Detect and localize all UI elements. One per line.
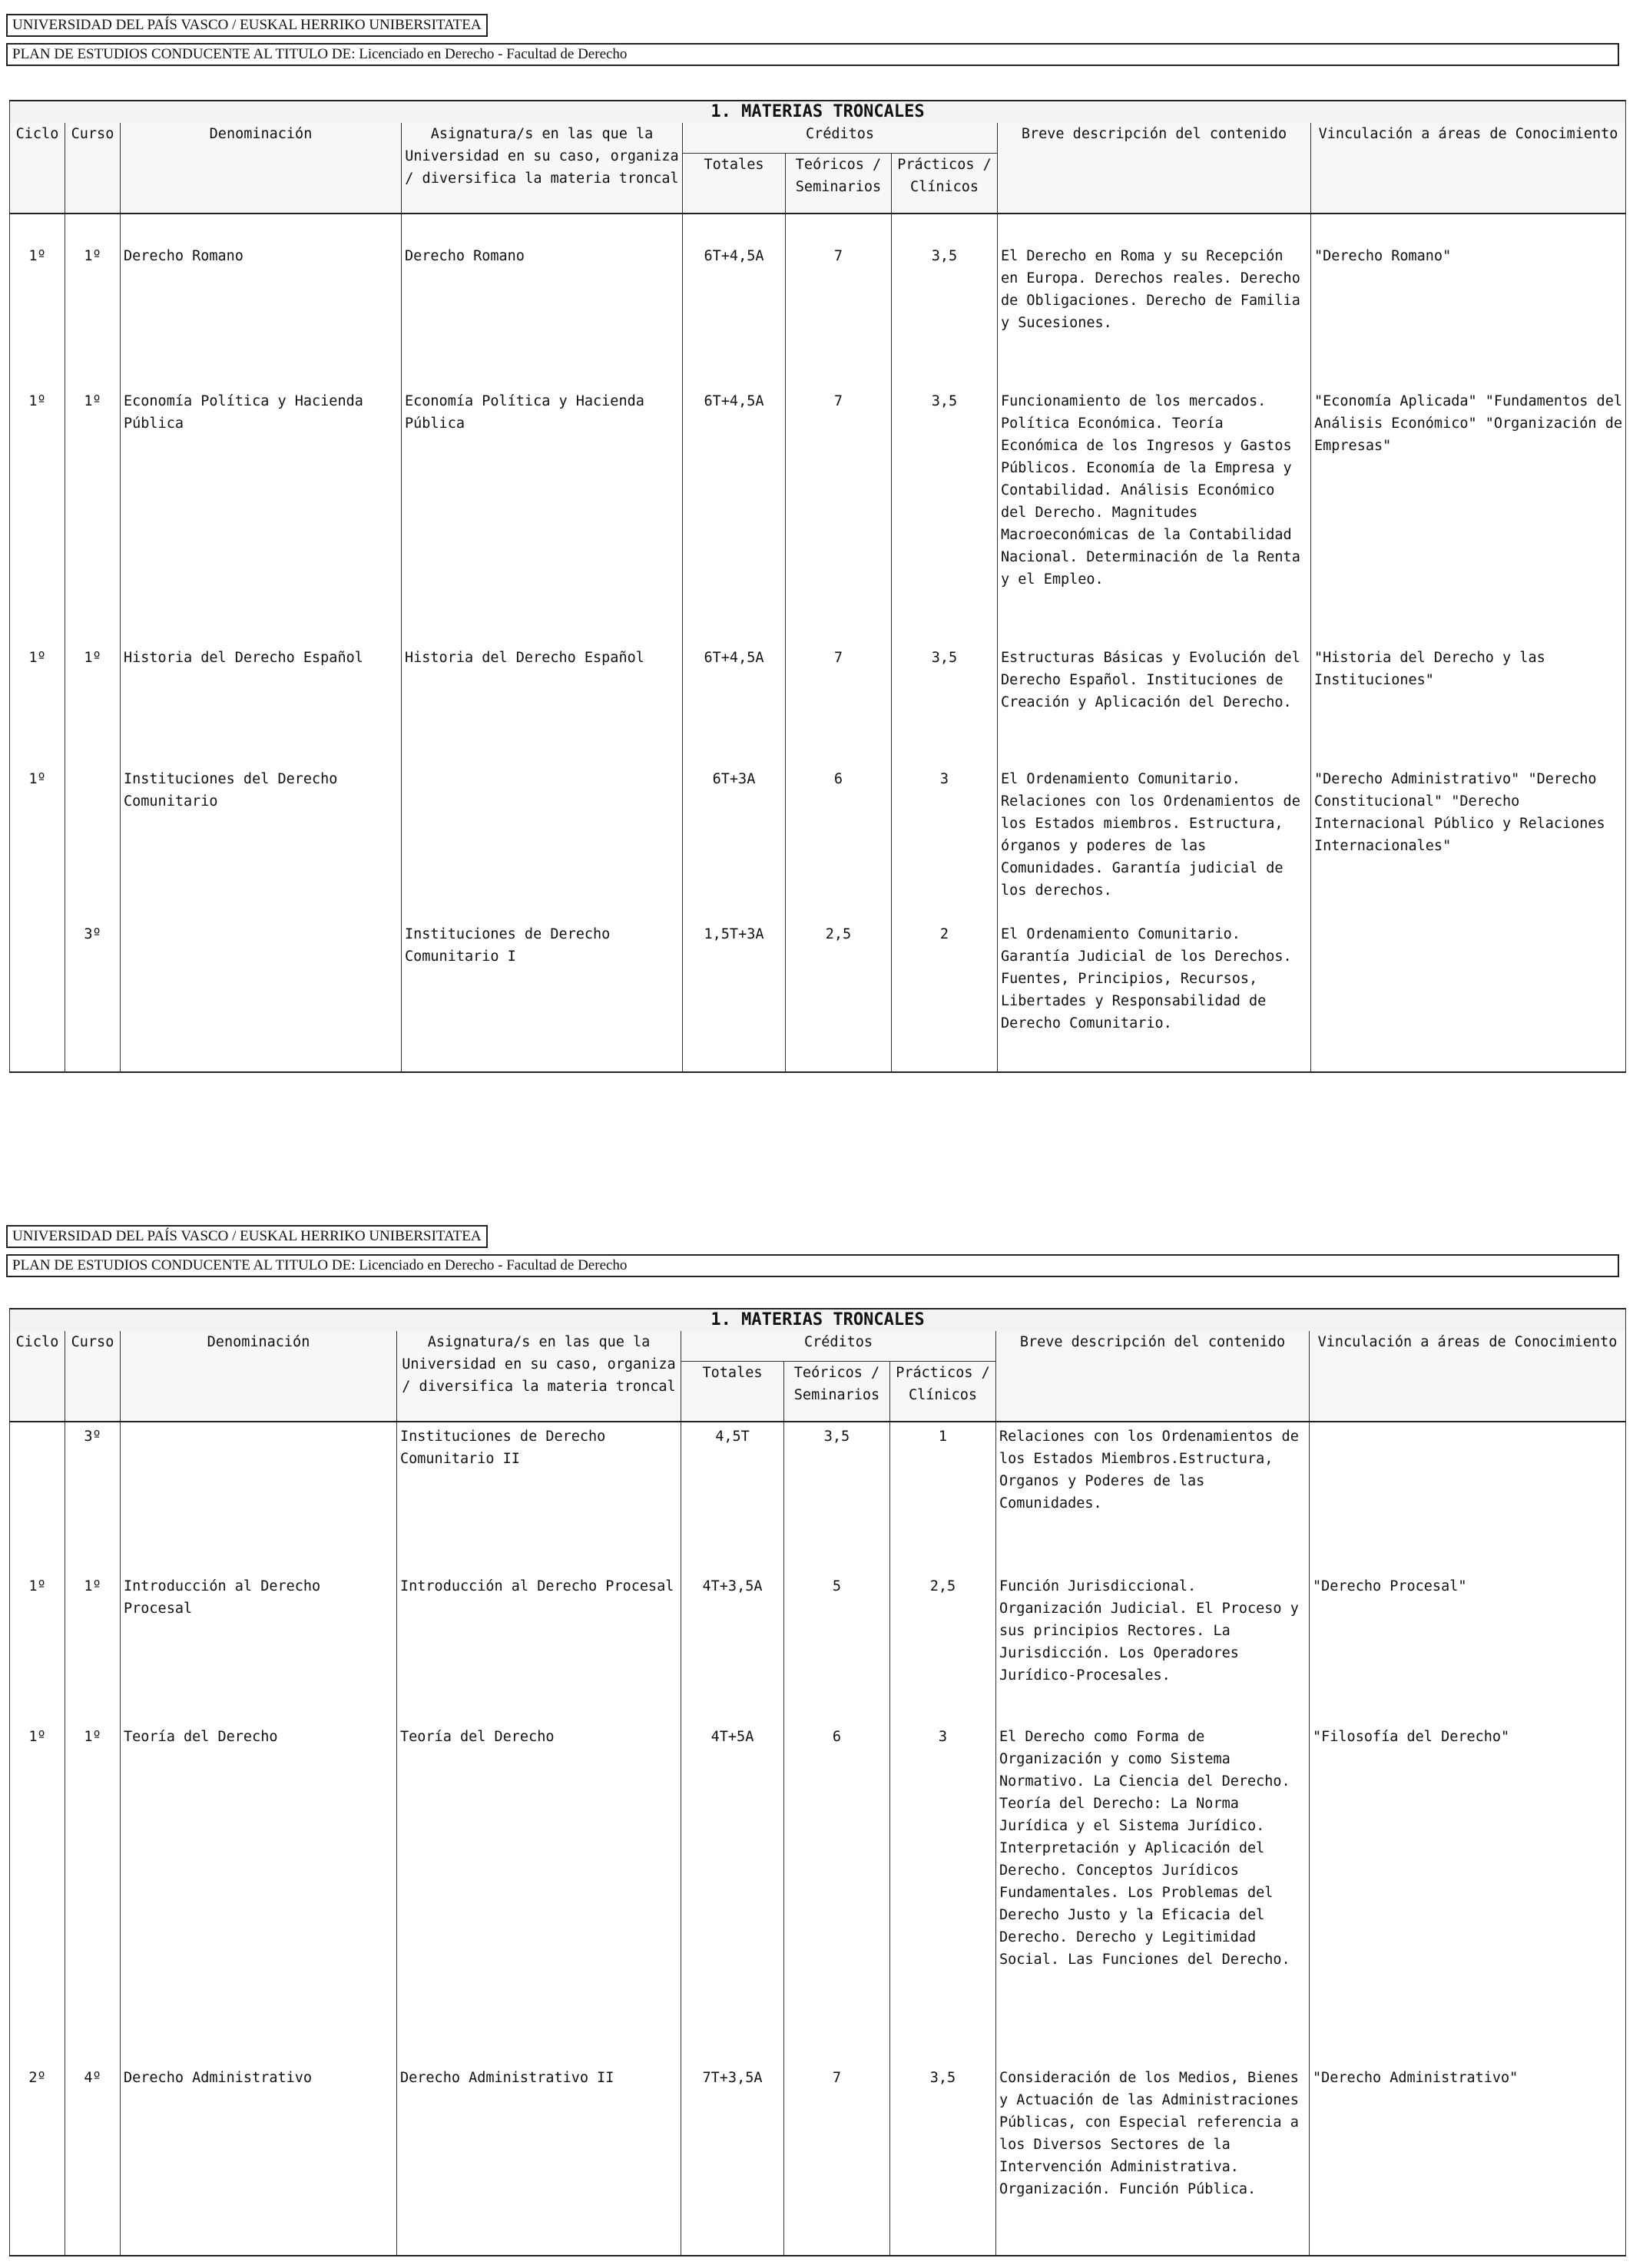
- cell-curso: 1º: [65, 1552, 121, 1710]
- cell-vinculacion: "Filosofía del Derecho": [1310, 1710, 1626, 2048]
- cell-practicos: 3,5: [892, 367, 998, 628]
- cell-totales: 7T+3,5A: [681, 2048, 784, 2256]
- table-row: [10, 367, 1626, 628]
- table-row: [10, 759, 1626, 919]
- cell-vinculacion: [1310, 1422, 1626, 1552]
- cell-ciclo: [10, 919, 65, 1072]
- cell-practicos: 3,5: [890, 2048, 996, 2256]
- table-row: [10, 1552, 1626, 1710]
- cell-vinculacion: "Historia del Derecho y las Instituciones": [1311, 628, 1626, 759]
- cell-denominacion: Derecho Administrativo: [121, 2048, 397, 2256]
- cell-curso: 1º: [65, 367, 121, 628]
- col-ciclo: Ciclo: [10, 123, 65, 214]
- cell-teoricos: 6: [786, 759, 892, 919]
- table-row: [10, 628, 1626, 759]
- cell-totales: 4T+5A: [681, 1710, 784, 2048]
- cell-denominacion: [121, 1422, 397, 1552]
- cell-curso: 1º: [65, 1710, 121, 2048]
- col-descripcion: Breve descripción del contenido: [996, 1331, 1310, 1422]
- cell-ciclo: 2º: [10, 2048, 65, 2256]
- table-row: [10, 1710, 1626, 2048]
- col-totales: Totales: [681, 1361, 784, 1422]
- cell-denominacion: Instituciones del Derecho Comunitario: [121, 759, 402, 919]
- cell-practicos: 2,5: [890, 1552, 996, 1710]
- cell-practicos: 2: [892, 919, 998, 1072]
- table-row: [10, 919, 1626, 1072]
- cell-ciclo: 1º: [10, 759, 65, 919]
- table-row: [10, 1422, 1626, 1552]
- cell-practicos: 3: [892, 759, 998, 919]
- col-creditos: Créditos: [681, 1331, 996, 1361]
- col-denominacion: Denominación: [121, 1331, 397, 1422]
- col-teoricos: Teóricos / Seminarios: [786, 153, 892, 214]
- cell-totales: 6T+4,5A: [683, 214, 786, 367]
- cell-asignatura: [402, 759, 683, 919]
- cell-descripcion: El Ordenamiento Comunitario. Relaciones con los Ordenamientos de los Estados miembros. Estructura, órganos y poderes de las Comunidades. Garantía judicial de los derechos.: [998, 759, 1311, 919]
- col-curso: Curso: [65, 1331, 121, 1422]
- col-denominacion: Denominación: [121, 123, 402, 214]
- cell-descripcion: Relaciones con los Ordenamientos de los Estados Miembros.Estructura, Organos y Poderes de las Comunidades.: [996, 1422, 1310, 1552]
- cell-ciclo: 1º: [10, 1710, 65, 2048]
- materias-table: [9, 1308, 1626, 2256]
- cell-curso: 4º: [65, 2048, 121, 2256]
- cell-practicos: 3: [890, 1710, 996, 2048]
- cell-teoricos: 7: [786, 367, 892, 628]
- col-asignatura: Asignatura/s en las que la Universidad en su caso, organiza / diversifica la materia troncal: [397, 1331, 681, 1422]
- col-asignatura: Asignatura/s en las que la Universidad en su caso, organiza / diversifica la materia troncal: [402, 123, 683, 214]
- cell-ciclo: 1º: [10, 628, 65, 759]
- plan-header: PLAN DE ESTUDIOS CONDUCENTE AL TITULO DE: Licenciado en Derecho - Facultad de Derecho: [6, 1254, 1619, 1277]
- cell-teoricos: 2,5: [786, 919, 892, 1072]
- cell-vinculacion: "Derecho Administrativo" "Derecho Constitucional" "Derecho Internacional Público y Relaciones Internacionales": [1311, 759, 1626, 919]
- plan-header: PLAN DE ESTUDIOS CONDUCENTE AL TITULO DE: Licenciado en Derecho - Facultad de Derecho: [6, 43, 1619, 66]
- cell-totales: 6T+3A: [683, 759, 786, 919]
- cell-totales: 4T+3,5A: [681, 1552, 784, 1710]
- cell-asignatura: Derecho Romano: [402, 214, 683, 367]
- cell-vinculacion: "Derecho Administrativo": [1310, 2048, 1626, 2256]
- cell-teoricos: 6: [784, 1710, 890, 2048]
- cell-asignatura: Instituciones de Derecho Comunitario II: [397, 1422, 681, 1552]
- cell-asignatura: Introducción al Derecho Procesal: [397, 1552, 681, 1710]
- cell-totales: 1,5T+3A: [683, 919, 786, 1072]
- cell-ciclo: 1º: [10, 214, 65, 367]
- col-vinculacion: Vinculación a áreas de Conocimiento: [1310, 1331, 1626, 1422]
- col-descripcion: Breve descripción del contenido: [998, 123, 1311, 214]
- cell-curso: [65, 759, 121, 919]
- cell-totales: 4,5T: [681, 1422, 784, 1552]
- cell-ciclo: 1º: [10, 367, 65, 628]
- cell-asignatura: Teoría del Derecho: [397, 1710, 681, 2048]
- cell-asignatura: Economía Política y Hacienda Pública: [402, 367, 683, 628]
- cell-curso: 3º: [65, 919, 121, 1072]
- col-teoricos: Teóricos / Seminarios: [784, 1361, 890, 1422]
- cell-teoricos: 7: [784, 2048, 890, 2256]
- cell-vinculacion: "Derecho Romano": [1311, 214, 1626, 367]
- cell-totales: 6T+4,5A: [683, 367, 786, 628]
- cell-denominacion: Derecho Romano: [121, 214, 402, 367]
- cell-descripcion: Función Jurisdiccional. Organización Judicial. El Proceso y sus principios Rectores. La Jurisdicción. Los Operadores Jurídico-Procesales.: [996, 1552, 1310, 1710]
- col-practicos: Prácticos / Clínicos: [890, 1361, 996, 1422]
- cell-descripcion: El Derecho en Roma y su Recepción en Europa. Derechos reales. Derecho de Obligaciones. Derecho de Familia y Sucesiones.: [998, 214, 1311, 367]
- col-totales: Totales: [683, 153, 786, 214]
- university-header: UNIVERSIDAD DEL PAÍS VASCO / EUSKAL HERRIKO UNIBERSITATEA: [6, 14, 488, 37]
- cell-practicos: 1: [890, 1422, 996, 1552]
- col-ciclo: Ciclo: [10, 1331, 65, 1422]
- cell-descripcion: Funcionamiento de los mercados. Política Económica. Teoría Económica de los Ingresos y Gastos Públicos. Economía de la Empresa y Contabilidad. Análisis Económico del Derecho. Magnitudes Macroeconómicas de la Contabilidad Nacional. Determinación de la Renta y el Empleo.: [998, 367, 1311, 628]
- cell-asignatura: Historia del Derecho Español: [402, 628, 683, 759]
- cell-curso: 1º: [65, 628, 121, 759]
- cell-asignatura: Derecho Administrativo II: [397, 2048, 681, 2256]
- col-creditos: Créditos: [683, 123, 998, 153]
- materias-table: [9, 100, 1626, 1073]
- cell-ciclo: 1º: [10, 1552, 65, 1710]
- cell-descripcion: Estructuras Básicas y Evolución del Derecho Español. Instituciones de Creación y Aplicación del Derecho.: [998, 628, 1311, 759]
- cell-denominacion: Historia del Derecho Español: [121, 628, 402, 759]
- table-row: [10, 214, 1626, 367]
- col-curso: Curso: [65, 123, 121, 214]
- university-header: UNIVERSIDAD DEL PAÍS VASCO / EUSKAL HERRIKO UNIBERSITATEA: [6, 1225, 488, 1248]
- cell-curso: 1º: [65, 214, 121, 367]
- cell-vinculacion: [1311, 919, 1626, 1072]
- cell-totales: 6T+4,5A: [683, 628, 786, 759]
- table-row: [10, 2048, 1626, 2256]
- cell-descripcion: Consideración de los Medios, Bienes y Actuación de las Administraciones Públicas, con Especial referencia a los Diversos Sectores de la Intervención Administrativa. Organización. Función Pública.: [996, 2048, 1310, 2256]
- cell-curso: 3º: [65, 1422, 121, 1552]
- cell-descripcion: El Derecho como Forma de Organización y como Sistema Normativo. La Ciencia del Derecho. Teoría del Derecho: La Norma Jurídica y el Sistema Jurídico. Interpretación y Aplicación del Derecho. Conceptos Jurídicos Fundamentales. Los Problemas del Derecho Justo y la Eficacia del Derecho. Derecho y Legitimidad Social. Las Funciones del Derecho.: [996, 1710, 1310, 2048]
- cell-teoricos: 3,5: [784, 1422, 890, 1552]
- section-title: 1. MATERIAS TRONCALES: [10, 101, 1626, 123]
- col-vinculacion: Vinculación a áreas de Conocimiento: [1311, 123, 1626, 214]
- cell-denominacion: Introducción al Derecho Procesal: [121, 1552, 397, 1710]
- cell-denominacion: [121, 919, 402, 1072]
- cell-teoricos: 5: [784, 1552, 890, 1710]
- cell-vinculacion: "Economía Aplicada" "Fundamentos del Análisis Económico" "Organización de Empresas": [1311, 367, 1626, 628]
- cell-denominacion: Economía Política y Hacienda Pública: [121, 367, 402, 628]
- cell-asignatura: Instituciones de Derecho Comunitario I: [402, 919, 683, 1072]
- cell-denominacion: Teoría del Derecho: [121, 1710, 397, 2048]
- cell-ciclo: [10, 1422, 65, 1552]
- cell-descripcion: El Ordenamiento Comunitario. Garantía Judicial de los Derechos. Fuentes, Principios, Recursos, Libertades y Responsabilidad de Derecho Comunitario.: [998, 919, 1311, 1072]
- section-title: 1. MATERIAS TRONCALES: [10, 1309, 1626, 1331]
- cell-practicos: 3,5: [892, 214, 998, 367]
- cell-vinculacion: "Derecho Procesal": [1310, 1552, 1626, 1710]
- col-practicos: Prácticos / Clínicos: [892, 153, 998, 214]
- cell-teoricos: 7: [786, 628, 892, 759]
- cell-teoricos: 7: [786, 214, 892, 367]
- cell-practicos: 3,5: [892, 628, 998, 759]
